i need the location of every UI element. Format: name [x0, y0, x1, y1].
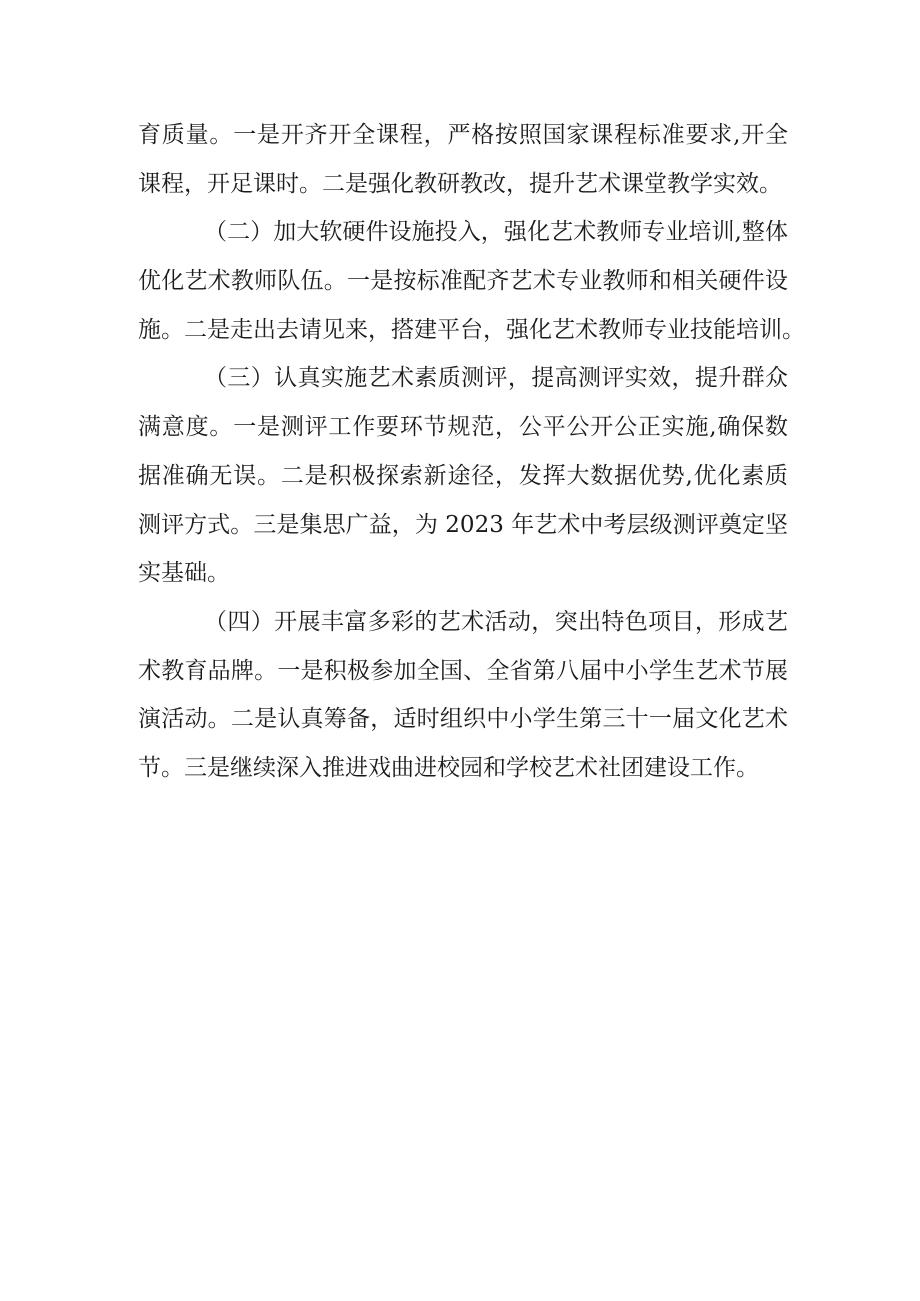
- text-line: 满意度。一是测评工作要环节规范，公平公开公正实施,确保数: [138, 414, 788, 441]
- text-line: 课程，开足课时。二是强化教研教改，提升艺术课堂教学实效。: [138, 170, 782, 197]
- text-line: 测评方式。三是集思广益，为 2023 年艺术中考层级测评奠定坚: [138, 511, 788, 538]
- section-heading-line: （四）开展丰富多彩的艺术活动，突出特色项目，形成艺: [204, 608, 788, 635]
- section-heading-line: （三）认真实施艺术素质测评，提高测评实效，提升群众: [204, 365, 788, 392]
- text-line: 演活动。二是认真筹备，适时组织中小学生第三十一届文化艺术: [138, 706, 788, 733]
- text-line: 施。二是走出去请见来，搭建平台，强化艺术教师专业技能培训。: [138, 316, 805, 343]
- text-line: 术教育品牌。一是积极参加全国、全省第八届中小学生艺术节展: [138, 657, 788, 684]
- section-heading-line: （二）加大软硬件设施投入，强化艺术教师专业培训,整体: [204, 219, 788, 246]
- text-line: 据准确无误。二是积极探索新途径，发挥大数据优势,优化素质: [138, 462, 788, 489]
- text-line: 优化艺术教师队伍。一是按标准配齐艺术专业教师和相关硬件设: [138, 268, 788, 295]
- text-line: 节。三是继续深入推进戏曲进校园和学校艺术社团建设工作。: [138, 754, 759, 781]
- document-body: [138, 111, 805, 793]
- text-line: 育质量。一是开齐开全课程，严格按照国家课程标准要求,开全: [138, 122, 788, 148]
- text-line: 实基础。: [138, 560, 230, 587]
